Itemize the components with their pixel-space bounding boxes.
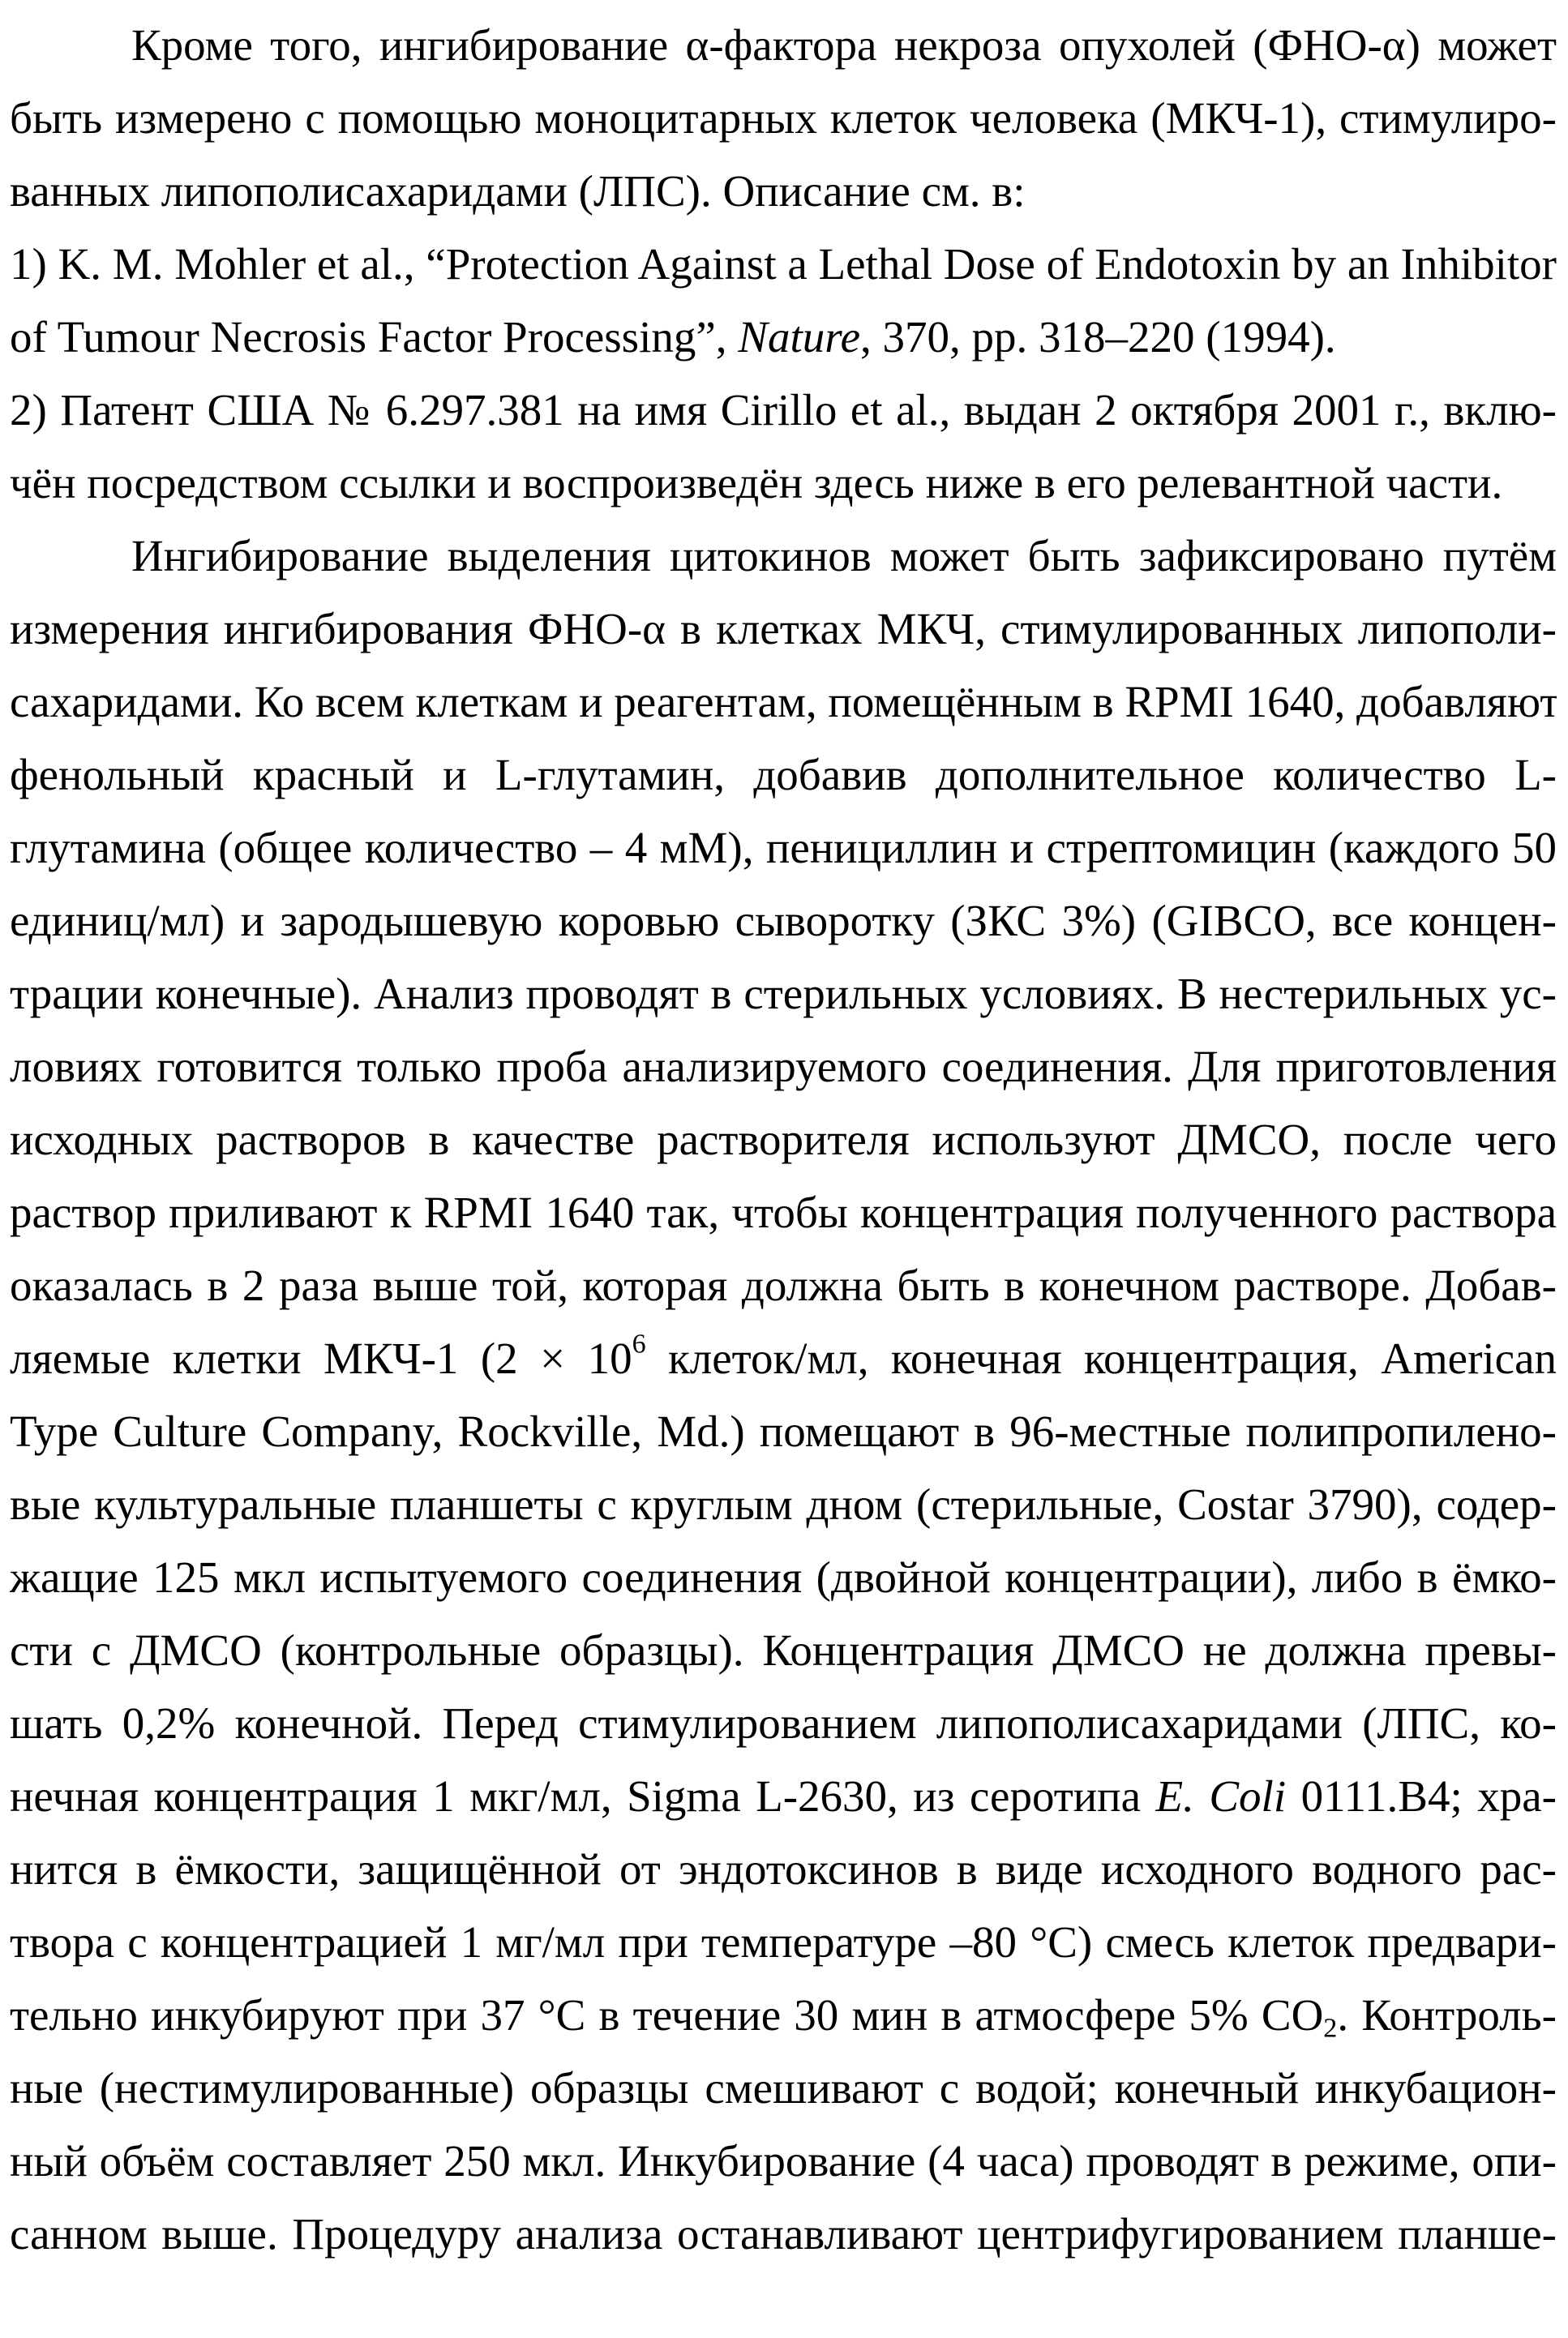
cells-text: ляемые клетки МКЧ-1 (2 × 10 xyxy=(10,1334,632,1383)
text-line: ные (нестимулированные) образцы смешивают с водой; конечный инкубацион- xyxy=(10,2052,1557,2125)
text-line: ванных липополисахаридами (ЛПС). Описание см. в: xyxy=(10,155,1557,228)
reference-2-line: чён посредством ссылки и воспроизведён здесь ниже в его релевантной части. xyxy=(10,447,1557,520)
text-line: ный объём составляет 250 мкл. Инкубирование (4 часа) проводят в режиме, опи- xyxy=(10,2125,1557,2198)
subscript: 2 xyxy=(1323,2014,1337,2044)
text-line: сти с ДМСО (контрольные образцы). Концентрация ДМСО не должна превы- xyxy=(10,1614,1557,1687)
text-line: нится в ёмкости, защищённой от эндотоксинов в виде исходного водного рас- xyxy=(10,1833,1557,1906)
reference-1-text: of Tumour Necrosis Factor Processing”, xyxy=(10,312,738,362)
text-line: Type Culture Company, Rockville, Md.) помещают в 96-местные полипропилено- xyxy=(10,1395,1557,1468)
journal-name: Nature xyxy=(738,312,860,362)
lps-text: нечная концентрация 1 мкг/мл, Sigma L-2630, из серотипа xyxy=(10,1771,1156,1821)
organism-name: E. Coli xyxy=(1156,1771,1287,1821)
paragraph-tnf-intro xyxy=(10,9,1557,228)
text-line: единиц/мл) и зародышевую коровью сыворотку (ЗКС 3%) (GIBCO, все концен- xyxy=(10,884,1557,957)
reference-list xyxy=(10,228,1557,520)
reference-2-line: 2) Патент США № 6.297.381 на имя Cirillo et al., выдан 2 октября 2001 г., вклю- xyxy=(10,374,1557,447)
text-line: вые культуральные планшеты с круглым дном (стерильные, Costar 3790), содер- xyxy=(10,1468,1557,1541)
text-line: Кроме того, ингибирование α-фактора некроза опухолей (ФНО-α) может xyxy=(10,9,1557,82)
text-line: сахаридами. Ко всем клеткам и реагентам, помещённым в RPMI 1640, добавляют xyxy=(10,666,1557,739)
text-line xyxy=(10,1322,1557,1395)
text-line xyxy=(10,1760,1557,1833)
text-line: исходных растворов в качестве растворителя используют ДМСО, после чего xyxy=(10,1103,1557,1176)
text-line: ловиях готовится только проба анализируемого соединения. Для приготовления xyxy=(10,1030,1557,1103)
incubation-text-rest: . Контроль- xyxy=(1337,1990,1557,2040)
text-line: шать 0,2% конечной. Перед стимулированием липополисахаридами (ЛПС, ко- xyxy=(10,1687,1557,1760)
text-line: твора с концентрацией 1 мг/мл при температуре –80 °С) смесь клеток предвари- xyxy=(10,1906,1557,1979)
text-line xyxy=(10,1979,1557,2052)
text-line: трации конечные). Анализ проводят в стерильных условиях. В нестерильных ус- xyxy=(10,957,1557,1030)
paragraph-assay-procedure xyxy=(10,520,1557,2271)
reference-1-line xyxy=(10,301,1557,374)
cells-text-rest: клеток/мл, конечная концентрация, American xyxy=(646,1334,1557,1383)
document-page xyxy=(10,0,1557,2271)
text-line: измерения ингибирования ФНО-α в клетках МКЧ, стимулированных липополи- xyxy=(10,593,1557,666)
reference-1-citation: , 370, pp. 318–220 (1994). xyxy=(860,312,1336,362)
incubation-text: тельно инкубируют при 37 °С в течение 30 мин в атмосфере 5% СО xyxy=(10,1990,1323,2040)
text-line: оказалась в 2 раза выше той, которая должна быть в конечном растворе. Добав- xyxy=(10,1249,1557,1322)
text-line: жащие 125 мкл испытуемого соединения (двойной концентрации), либо в ёмко- xyxy=(10,1541,1557,1614)
exponent: 6 xyxy=(632,1329,646,1359)
text-line: фенольный красный и L-глутамин, добавив дополнительное количество L- xyxy=(10,739,1557,811)
reference-1-line: 1) K. M. Mohler et al., “Protection Against a Lethal Dose of Endotoxin by an Inhibitor xyxy=(10,228,1557,301)
text-line: глутамина (общее количество – 4 мМ), пенициллин и стрептомицин (каждого 50 xyxy=(10,811,1557,884)
text-line: быть измерено с помощью моноцитарных клеток человека (МКЧ-1), стимулиро- xyxy=(10,82,1557,155)
lps-text-rest: 0111.B4; хра- xyxy=(1286,1771,1557,1821)
text-line: Ингибирование выделения цитокинов может быть зафиксировано путём xyxy=(10,520,1557,593)
text-line: санном выше. Процедуру анализа останавливают центрифугированием планше- xyxy=(10,2198,1557,2271)
text-line: раствор приливают к RPMI 1640 так, чтобы концентрация полученного раствора xyxy=(10,1176,1557,1249)
